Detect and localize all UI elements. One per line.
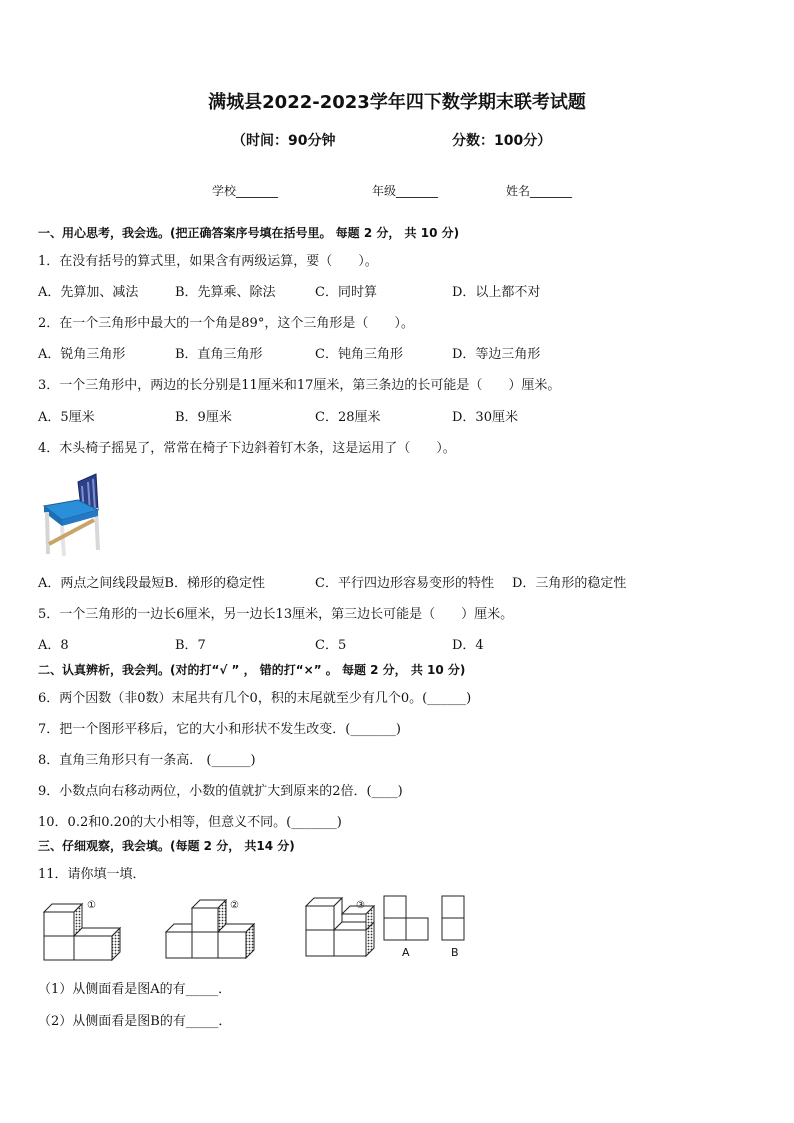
q2-option-d: D．等边三角形 [452, 347, 541, 362]
page-title: 满城县2022-2023学年四下数学期末联考试题 [208, 92, 586, 113]
q5-option-c: C．5 [315, 638, 347, 653]
view-b-label: B [451, 946, 459, 959]
q4-option-a: A．两点之间线段最短B．梯形的稳定性 [38, 576, 265, 591]
view-a-figure [382, 894, 432, 944]
q1-option-b: B．先算乘、除法 [175, 285, 276, 300]
cube-figure-1 [42, 898, 122, 962]
view-a-label: A [402, 946, 410, 959]
question-11-part-1: （1）从侧面看是图A的有_____． [38, 982, 232, 997]
q2-option-c: C．钝角三角形 [315, 347, 403, 362]
chair-illustration [38, 470, 108, 558]
q4-option-c: C．平行四边形容易变形的特性 [315, 576, 494, 591]
question-2: 2．在一个三角形中最大的一个角是89°，这个三角形是（ ）。 [38, 316, 414, 331]
q5-option-a: A．8 [38, 638, 69, 653]
cube-figure-3 [304, 894, 380, 958]
question-5: 5．一个三角形的一边长6厘米，另一边长13厘米，第三边长可能是（ ）厘米。 [38, 607, 514, 622]
section-1-heading: 一、用心思考，我会选。(把正确答案序号填在括号里。 每题 2 分， 共 10 分) [38, 226, 460, 240]
grade-field: 年级_______ [372, 184, 439, 198]
figure-1-label: ① [87, 900, 96, 911]
question-6: 6．两个因数（非0数）末尾共有几个0，积的末尾就至少有几个0。(______) [38, 691, 472, 706]
q3-option-c: C．28厘米 [315, 410, 381, 425]
question-9: 9．小数点向右移动两位，小数的值就扩大到原来的2倍．(____) [38, 784, 403, 799]
question-11-part-2: （2）从侧面看是图B的有_____． [38, 1014, 232, 1029]
exam-score: 分数：100分） [452, 133, 552, 149]
figure-2-label: ② [230, 900, 239, 911]
q3-option-a: A．5厘米 [38, 410, 95, 425]
section-3-heading: 三、仔细观察，我会填。(每题 2 分， 共14 分) [38, 839, 295, 853]
question-1: 1．在没有括号的算式里，如果含有两级运算，要（ ）。 [38, 254, 378, 269]
q4-option-d: D．三角形的稳定性 [512, 576, 627, 591]
question-8: 8．直角三角形只有一条高． (______) [38, 753, 256, 768]
q2-option-b: B．直角三角形 [175, 347, 263, 362]
figure-3-label: ③ [356, 900, 365, 911]
question-4: 4．木头椅子摇晃了，常常在椅子下边斜着钉木条，这是运用了（ ）。 [38, 441, 456, 456]
q1-option-a: A．先算加、减法 [38, 285, 139, 300]
question-7: 7．把一个图形平移后，它的大小和形状不发生改变．(_______) [38, 722, 401, 737]
question-11: 11．请你填一填． [38, 867, 146, 882]
q3-option-d: D．30厘米 [452, 410, 518, 425]
q3-option-b: B．9厘米 [175, 410, 232, 425]
q1-option-c: C．同时算 [315, 285, 377, 300]
view-b-figure [440, 894, 468, 944]
cube-figure-2 [164, 898, 260, 962]
q5-option-d: D．4 [452, 638, 484, 653]
question-10: 10．0.2和0.20的大小相等，但意义不同。(_______) [38, 815, 342, 830]
exam-time: （时间：90分钟 [232, 133, 336, 149]
q2-option-a: A．锐角三角形 [38, 347, 126, 362]
name-field: 姓名_______ [506, 184, 573, 198]
question-3: 3．一个三角形中，两边的长分别是11厘米和17厘米，第三条边的长可能是（ ）厘米。 [38, 378, 561, 393]
q1-option-d: D．以上都不对 [452, 285, 541, 300]
school-field: 学校_______ [212, 184, 279, 198]
q5-option-b: B．7 [175, 638, 206, 653]
section-2-heading: 二、认真辨析，我会判。(对的打“√ ” ， 错的打“×” 。 每题 2 分， 共 10 分) [38, 663, 466, 677]
